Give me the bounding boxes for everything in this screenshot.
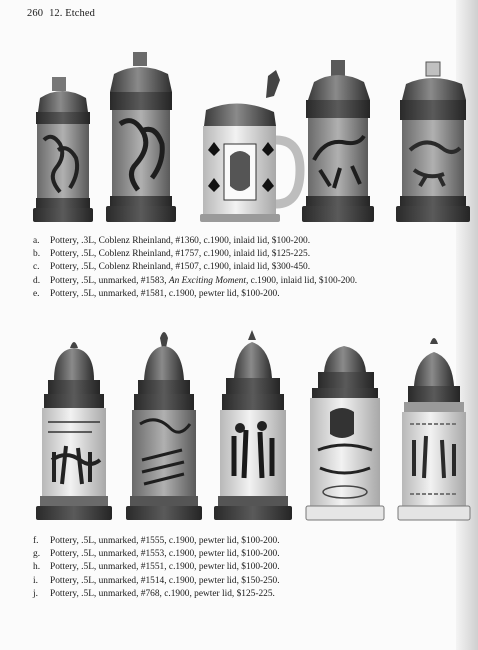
caption-text: Pottery, .5L, unmarked, #1551, c.1900, pewter lid, $100-200. xyxy=(50,562,280,573)
stein-f xyxy=(36,342,112,520)
stein-b xyxy=(106,52,176,222)
stein-h xyxy=(214,330,292,520)
stein-a xyxy=(33,77,93,222)
caption-letter: e. xyxy=(33,288,40,299)
caption-g xyxy=(33,548,280,561)
caption-list-top xyxy=(33,235,357,301)
caption-text: Pottery, .5L, Coblenz Rheinland, #1757, c.1900, inlaid lid, $125-225. xyxy=(50,249,311,260)
stein-e xyxy=(396,62,470,222)
stein-i xyxy=(306,346,384,520)
caption-h xyxy=(33,561,280,574)
chapter-title: 12. Etched xyxy=(49,8,95,19)
caption-title-italic: An Exciting Moment, xyxy=(168,275,249,286)
caption-text: Pottery, .5L, unmarked, #768, c.1900, pewter lid, $125-225. xyxy=(50,588,275,599)
caption-text-tail: c.1900, inlaid lid, $100-200. xyxy=(248,275,358,286)
caption-letter: a. xyxy=(33,236,40,246)
caption-letter: b. xyxy=(33,249,41,260)
stein-g xyxy=(126,332,202,520)
caption-letter: d. xyxy=(33,275,41,286)
caption-a xyxy=(33,235,357,248)
caption-b xyxy=(33,248,357,261)
caption-d xyxy=(33,275,357,288)
caption-letter: j. xyxy=(33,588,38,599)
caption-text: Pottery, .5L, unmarked, #1581, c.1900, pewter lid, $100-200. xyxy=(50,288,280,299)
caption-text: Pottery, .3L, Coblenz Rheinland, #1360, c.1900, inlaid lid, $100-200. xyxy=(50,236,311,246)
caption-list-bottom xyxy=(33,535,280,601)
caption-text: Pottery, .5L, unmarked, #1553, c.1900, pewter lid, $100-200. xyxy=(50,549,280,560)
caption-j xyxy=(33,588,280,601)
caption-text: Pottery, .5L, unmarked, #1583, xyxy=(50,275,169,286)
caption-i xyxy=(33,575,280,588)
caption-c xyxy=(33,261,357,274)
stein-d xyxy=(302,60,374,222)
stein-c xyxy=(200,70,300,222)
caption-f xyxy=(33,535,280,548)
caption-letter: i. xyxy=(33,575,38,586)
caption-text: Pottery, .5L, Coblenz Rheinland, #1507, c.1900, inlaid lid, $300-450. xyxy=(50,262,311,273)
caption-letter: c. xyxy=(33,262,40,273)
caption-text: Pottery, .5L, unmarked, #1514, c.1900, pewter lid, $150-250. xyxy=(50,575,280,586)
caption-text: Pottery, .5L, unmarked, #1555, c.1900, pewter lid, $100-200. xyxy=(50,536,280,546)
caption-letter: h. xyxy=(33,562,41,573)
caption-letter: f. xyxy=(33,536,39,546)
stein-j xyxy=(398,338,470,520)
caption-e xyxy=(33,288,357,301)
page-number: 260 xyxy=(27,8,44,19)
caption-letter: g. xyxy=(33,549,41,560)
